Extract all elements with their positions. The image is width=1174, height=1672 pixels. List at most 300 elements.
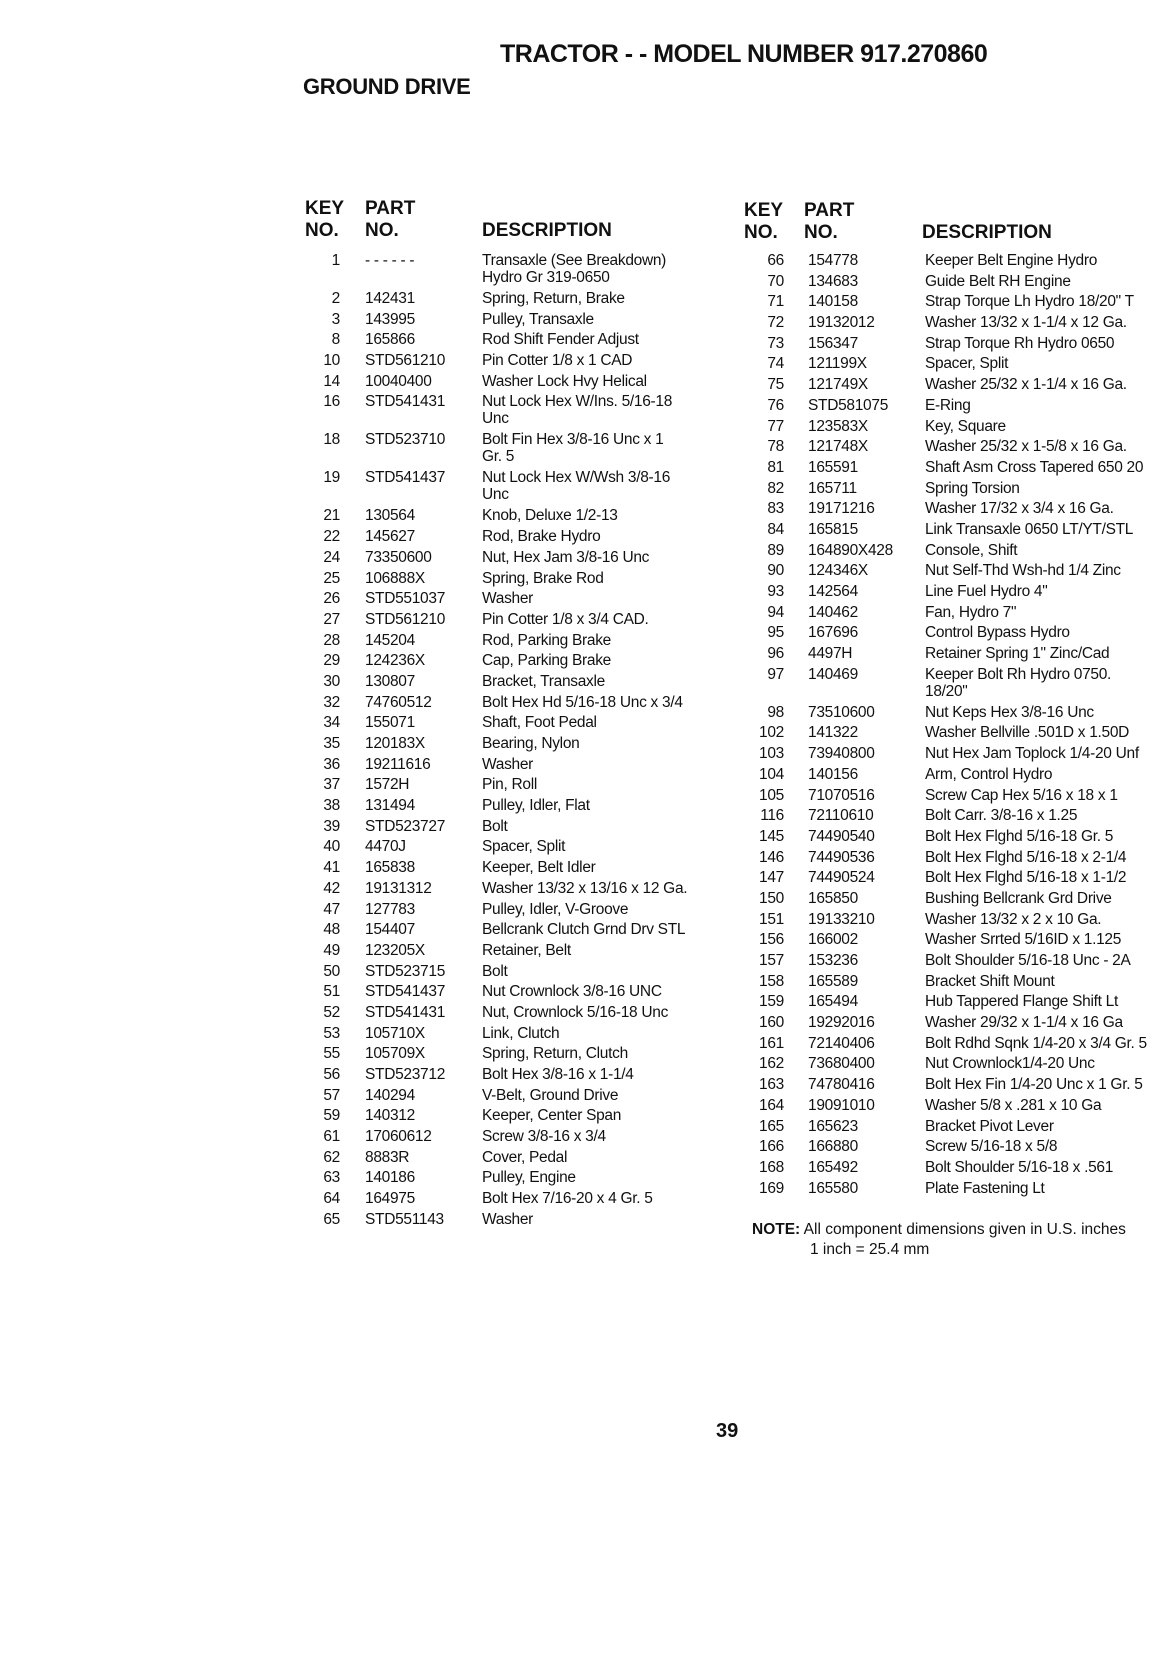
description [482, 942, 571, 959]
description [925, 438, 1127, 455]
description-line1: Screw Cap Hex 5/16 x 18 x 1 [925, 786, 1118, 804]
key-number: 47 [323, 900, 340, 918]
table-row [300, 1025, 720, 1046]
header-key-line2: NO. [744, 222, 778, 243]
key-number: 16 [323, 393, 340, 411]
table-row [300, 590, 720, 611]
description-line1: Bushing Bellcrank Grd Drive [925, 889, 1112, 907]
description-line1: Bolt Hex Flghd 5/16-18 Gr. 5 [925, 827, 1114, 845]
part-number: 155071 [365, 714, 415, 732]
description [482, 818, 508, 835]
description-line1: Bolt Fin Hex 3/8-16 Unc x 1 [482, 431, 664, 449]
description [925, 952, 1131, 969]
description-line1: Bolt [482, 817, 508, 835]
key-number: 34 [323, 714, 340, 732]
key-number: 158 [759, 972, 784, 990]
header-part-line2: NO. [365, 220, 399, 241]
key-number: 59 [323, 1107, 340, 1125]
description-line1: Key, Square [925, 417, 1006, 435]
description [482, 1149, 567, 1166]
table-row [300, 1107, 720, 1128]
description-line1: Bolt Carr. 3/8-16 x 1.25 [925, 807, 1078, 825]
key-number: 163 [759, 1076, 784, 1094]
part-number: 19171216 [808, 500, 875, 518]
header-key-line1: KEY [744, 200, 784, 221]
key-number: 81 [767, 458, 784, 476]
description-line2: Unc [482, 486, 509, 504]
description [482, 714, 597, 731]
table-row [740, 1076, 1170, 1097]
description-line1: Bolt Shoulder 5/16-18 x .561 [925, 1158, 1114, 1176]
key-number: 98 [767, 703, 784, 721]
description [482, 469, 670, 503]
key-number: 39 [323, 817, 340, 835]
right-header-key [744, 200, 783, 244]
table-row [740, 1159, 1170, 1180]
table-row [300, 570, 720, 591]
page-number: 39 [716, 1420, 739, 1442]
part-number: 19131312 [365, 879, 432, 897]
key-number: 97 [767, 665, 784, 683]
description-line1: Link, Clutch [482, 1024, 560, 1042]
key-number: 32 [323, 693, 340, 711]
description [482, 652, 611, 669]
description-line2: Gr. 5 [482, 448, 515, 466]
description [925, 724, 1129, 741]
description-line1: Washer 17/32 x 3/4 x 16 Ga. [925, 500, 1114, 518]
description [925, 1180, 1045, 1197]
description-line1: V-Belt, Ground Drive [482, 1086, 619, 1104]
part-number: 74490524 [808, 869, 875, 887]
key-number: 29 [323, 652, 340, 670]
description [482, 1004, 668, 1021]
key-number: 75 [767, 376, 784, 394]
table-row [300, 1004, 720, 1025]
table-row [300, 756, 720, 777]
description-line1: Washer 5/8 x .281 x 10 Ga [925, 1096, 1102, 1114]
description-line1: Spring, Brake Rod [482, 569, 604, 587]
part-number: 134683 [808, 272, 858, 290]
part-number: 73680400 [808, 1055, 875, 1073]
part-number: 74490536 [808, 848, 875, 866]
table-row [300, 528, 720, 549]
part-number: 165815 [808, 520, 858, 538]
key-number: 57 [323, 1086, 340, 1104]
description-line1: Bolt Shoulder 5/16-18 Unc - 2A [925, 952, 1131, 969]
part-number: 8883R [365, 1148, 410, 1166]
key-number: 63 [323, 1169, 340, 1187]
description-line1: Rod Shift Fender Adjust [482, 331, 639, 349]
part-number: 145627 [365, 528, 415, 546]
key-number: 42 [323, 879, 340, 897]
description [925, 355, 1008, 372]
description-line1: Spacer, Split [925, 355, 1009, 373]
description-line1: Bolt Hex Fin 1/4-20 Unc x 1 Gr. 5 [925, 1076, 1143, 1094]
key-number: 95 [767, 624, 784, 642]
description-line1: Washer 25/32 x 1-1/4 x 16 Ga. [925, 376, 1127, 394]
table-row [740, 704, 1170, 725]
table-row [300, 942, 720, 963]
description-line1: Nut Crownlock1/4-20 Unc [925, 1055, 1095, 1073]
key-number: 8 [331, 331, 340, 349]
table-row [740, 459, 1170, 480]
description [482, 838, 565, 855]
part-number: 166880 [808, 1138, 858, 1156]
description-line1: Rod, Parking Brake [482, 631, 611, 649]
table-row [300, 1045, 720, 1066]
header-part-line1: PART [365, 198, 416, 219]
part-number: 1572H [365, 776, 410, 794]
description [482, 1128, 606, 1145]
part-number: 74490540 [808, 827, 875, 845]
part-number: STD523715 [365, 962, 446, 980]
part-number: STD541437 [365, 469, 446, 487]
description-line1: Washer Srrted 5/16ID x 1.125 [925, 931, 1122, 949]
description-line1: Spring, Return, Brake [482, 290, 625, 307]
left-header-description: DESCRIPTION [482, 220, 612, 241]
description [482, 1087, 618, 1104]
key-number: 166 [759, 1138, 784, 1156]
table-row [300, 735, 720, 756]
key-number: 156 [759, 931, 784, 949]
description-line1: Cover, Pedal [482, 1148, 568, 1166]
description-line1: Washer 29/32 x 1-1/4 x 16 Ga [925, 1014, 1123, 1032]
description [925, 500, 1114, 517]
key-number: 37 [323, 776, 340, 794]
key-number: 66 [767, 252, 784, 269]
description-line1: Console, Shift [925, 541, 1018, 559]
part-number: 145204 [365, 631, 415, 649]
description [925, 1097, 1101, 1114]
key-number: 1 [331, 252, 340, 269]
part-number: 73350600 [365, 548, 432, 566]
key-number: 51 [323, 983, 340, 1001]
part-number: 74760512 [365, 693, 432, 711]
key-number: 105 [759, 786, 784, 804]
description [925, 604, 1016, 621]
part-number: 19132012 [808, 314, 875, 332]
part-number: 154778 [808, 252, 858, 269]
table-row [740, 293, 1170, 314]
header-part-line1: PART [804, 200, 855, 221]
table-row [740, 973, 1170, 994]
key-number: 64 [323, 1190, 340, 1208]
description-line1: Retainer Spring 1" Zinc/Cad [925, 645, 1110, 663]
key-number: 48 [323, 921, 340, 939]
note [752, 1220, 1126, 1260]
part-number: 4470J [365, 838, 406, 856]
table-row [300, 331, 720, 352]
part-number: 121749X [808, 376, 868, 394]
part-number: 165711 [808, 479, 857, 497]
description-line1: Keeper Belt Engine Hydro [925, 252, 1098, 269]
key-number: 90 [767, 562, 784, 580]
description [925, 1035, 1147, 1052]
table-row [740, 1097, 1170, 1118]
description [925, 1118, 1054, 1135]
table-row [300, 983, 720, 1004]
table-row [740, 273, 1170, 294]
description [925, 993, 1118, 1010]
description [482, 431, 663, 465]
part-number: 19091010 [808, 1096, 875, 1114]
key-number: 19 [323, 469, 340, 487]
description [925, 745, 1139, 762]
description [925, 521, 1133, 538]
page-title: TRACTOR - - MODEL NUMBER 917.270860 [500, 40, 988, 68]
key-number: 36 [323, 755, 340, 773]
part-number: 130564 [365, 507, 415, 525]
description [482, 352, 632, 369]
key-number: 83 [767, 500, 784, 518]
part-number: 165838 [365, 859, 415, 877]
table-row [740, 666, 1170, 704]
part-number: 130807 [365, 672, 415, 690]
key-number: 71 [767, 293, 784, 311]
key-number: 162 [759, 1055, 784, 1073]
description [925, 1076, 1143, 1093]
description [482, 1025, 559, 1042]
part-number: STD551143 [365, 1210, 444, 1228]
part-number: 140186 [365, 1169, 415, 1187]
part-number: 142564 [808, 583, 858, 600]
description-line1: Spacer, Split [482, 838, 566, 856]
description-line1: Nut Lock Hex W/Ins. 5/16-18 [482, 393, 673, 411]
description [925, 931, 1121, 948]
key-number: 14 [323, 372, 340, 390]
table-row [740, 766, 1170, 787]
right-parts-table [740, 252, 1170, 1200]
description [925, 1138, 1057, 1155]
part-number: 17060612 [365, 1128, 432, 1146]
header-part-line2: NO. [804, 222, 838, 243]
table-row [740, 252, 1170, 273]
part-number: 73940800 [808, 745, 875, 763]
table-row [740, 583, 1170, 604]
table-row [740, 397, 1170, 418]
key-number: 49 [323, 941, 340, 959]
key-number: 73 [767, 334, 784, 352]
part-number: 123583X [808, 417, 868, 435]
description-line1: Nut, Crownlock 5/16-18 Unc [482, 1003, 669, 1021]
description-line1: Bolt Rdhd Sqnk 1/4-20 x 3/4 Gr. 5 [925, 1034, 1147, 1052]
description [925, 480, 1020, 497]
table-row [740, 849, 1170, 870]
part-number: 141322 [808, 724, 858, 742]
table-row [300, 859, 720, 880]
description-line1: Plate Fastening Lt [925, 1179, 1045, 1197]
description-line1: Nut, Hex Jam 3/8-16 Unc [482, 548, 650, 566]
description-line1: Transaxle (See Breakdown) [482, 252, 667, 269]
part-number: 73510600 [808, 703, 875, 721]
description-line2: 18/20" [925, 682, 968, 700]
table-row [740, 807, 1170, 828]
description [482, 1066, 634, 1083]
table-row [740, 335, 1170, 356]
description-line1: E-Ring [925, 396, 971, 414]
description [925, 890, 1112, 907]
part-number: STD541431 [365, 1003, 446, 1021]
table-row [740, 438, 1170, 459]
part-number: STD561210 [365, 610, 446, 628]
description [925, 645, 1109, 662]
description [482, 1169, 576, 1186]
key-number: 164 [759, 1096, 784, 1114]
right-header-description: DESCRIPTION [922, 222, 1052, 243]
key-number: 55 [323, 1045, 340, 1063]
description-line1: Link Transaxle 0650 LT/YT/STL [925, 520, 1134, 538]
description-line1: Washer Bellville .501D x 1.50D [925, 724, 1130, 742]
part-number: 156347 [808, 334, 858, 352]
description [482, 290, 625, 307]
part-number: STD561210 [365, 352, 446, 370]
part-number: - - - - - - [365, 252, 415, 269]
table-row [300, 1087, 720, 1108]
table-row [300, 352, 720, 373]
part-number: 140462 [808, 603, 858, 621]
table-row [300, 652, 720, 673]
key-number: 65 [323, 1210, 340, 1228]
table-row [300, 611, 720, 632]
left-header-part [365, 198, 415, 242]
description-line1: Washer 13/32 x 2 x 10 Ga. [925, 910, 1102, 928]
description [925, 828, 1113, 845]
description-line1: Bolt Hex 7/16-20 x 4 Gr. 5 [482, 1190, 653, 1208]
table-row [300, 1128, 720, 1149]
description-line1: Bolt Hex Flghd 5/16-18 x 1-1/2 [925, 869, 1127, 887]
description-line1: Pulley, Transaxle [482, 310, 594, 328]
key-number: 62 [323, 1148, 340, 1166]
part-number: 142431 [365, 290, 415, 307]
table-row [740, 1138, 1170, 1159]
description-line1: Bolt Hex Flghd 5/16-18 x 2-1/4 [925, 848, 1127, 866]
key-number: 21 [323, 507, 340, 525]
description-line1: Keeper, Center Span [482, 1107, 622, 1125]
description-line1: Bearing, Nylon [482, 735, 580, 752]
table-row [300, 431, 720, 469]
key-number: 168 [759, 1158, 784, 1176]
table-row [300, 549, 720, 570]
description-line1: Keeper Bolt Rh Hydro 0750. [925, 665, 1112, 683]
key-number: 78 [767, 438, 784, 456]
description [925, 376, 1127, 393]
left-parts-table [300, 252, 720, 1232]
part-number: 164975 [365, 1190, 415, 1208]
part-number: 121199X [808, 355, 867, 373]
description [482, 252, 666, 286]
description-line1: Arm, Control Hydro [925, 765, 1053, 783]
note-text: All component dimensions given in U.S. inches [803, 1221, 1126, 1238]
table-row [740, 1055, 1170, 1076]
description [925, 252, 1097, 269]
description [925, 562, 1121, 579]
note-text-line2: 1 inch = 25.4 mm [810, 1241, 930, 1258]
key-number: 93 [767, 583, 784, 600]
description [482, 632, 611, 649]
part-number: 72140406 [808, 1034, 875, 1052]
key-number: 82 [767, 479, 784, 497]
part-number: 124346X [808, 562, 868, 580]
description-line1: Pulley, Idler, Flat [482, 797, 590, 815]
key-number: 161 [759, 1034, 784, 1052]
key-number: 27 [323, 610, 340, 628]
key-number: 2 [331, 290, 340, 307]
description [925, 766, 1052, 783]
note-label: NOTE: [752, 1221, 801, 1238]
key-number: 147 [759, 869, 784, 887]
table-row [740, 1118, 1170, 1139]
table-row [740, 1035, 1170, 1056]
description [482, 694, 683, 711]
part-number: 124236X [365, 652, 425, 670]
table-row [740, 480, 1170, 501]
description-line1: Nut Keps Hex 3/8-16 Unc [925, 703, 1094, 721]
key-number: 165 [759, 1117, 784, 1135]
description [925, 849, 1126, 866]
key-number: 72 [767, 314, 784, 332]
header-key-line2: NO. [305, 220, 339, 241]
header-key-line1: KEY [305, 198, 345, 219]
key-number: 84 [767, 520, 784, 538]
table-row [740, 890, 1170, 911]
description [482, 983, 662, 1000]
table-row [300, 921, 720, 942]
table-row [300, 1149, 720, 1170]
description [482, 901, 628, 918]
description [925, 911, 1101, 928]
part-number: 166002 [808, 931, 858, 949]
part-number: 165494 [808, 993, 858, 1011]
description-line1: Rod, Brake Hydro [482, 528, 601, 546]
right-header-part [804, 200, 854, 244]
part-number: 71070516 [808, 786, 875, 804]
key-number: 22 [323, 528, 340, 546]
part-number: STD551037 [365, 590, 446, 608]
description-line1: Shaft, Foot Pedal [482, 714, 597, 732]
description [925, 293, 1134, 310]
description [482, 735, 579, 752]
part-number: 140156 [808, 765, 858, 783]
description-line1: Washer [482, 590, 534, 608]
description [925, 1014, 1123, 1031]
description-line1: Cap, Parking Brake [482, 652, 611, 670]
part-number: 72110610 [808, 807, 874, 825]
description [482, 1045, 628, 1062]
key-number: 35 [323, 735, 340, 752]
left-header-key [305, 198, 344, 242]
key-number: 56 [323, 1066, 340, 1083]
description [925, 704, 1094, 721]
part-number: 121748X [808, 438, 868, 456]
table-row [300, 252, 720, 290]
table-row [740, 645, 1170, 666]
description-line2: Unc [482, 410, 509, 428]
description-line1: Pin Cotter 1/8 x 1 CAD [482, 352, 633, 370]
description [482, 859, 596, 876]
description-line1: Nut Lock Hex W/Wsh 3/8-16 [482, 469, 671, 487]
description [482, 1107, 621, 1124]
key-number: 157 [759, 952, 784, 969]
part-number: STD523710 [365, 431, 446, 449]
description [482, 528, 600, 545]
key-number: 116 [760, 807, 784, 825]
part-number: 10040400 [365, 372, 432, 390]
table-row [740, 869, 1170, 890]
description [482, 673, 605, 690]
description [482, 1211, 533, 1228]
table-row [300, 776, 720, 797]
key-number: 74 [767, 355, 784, 373]
